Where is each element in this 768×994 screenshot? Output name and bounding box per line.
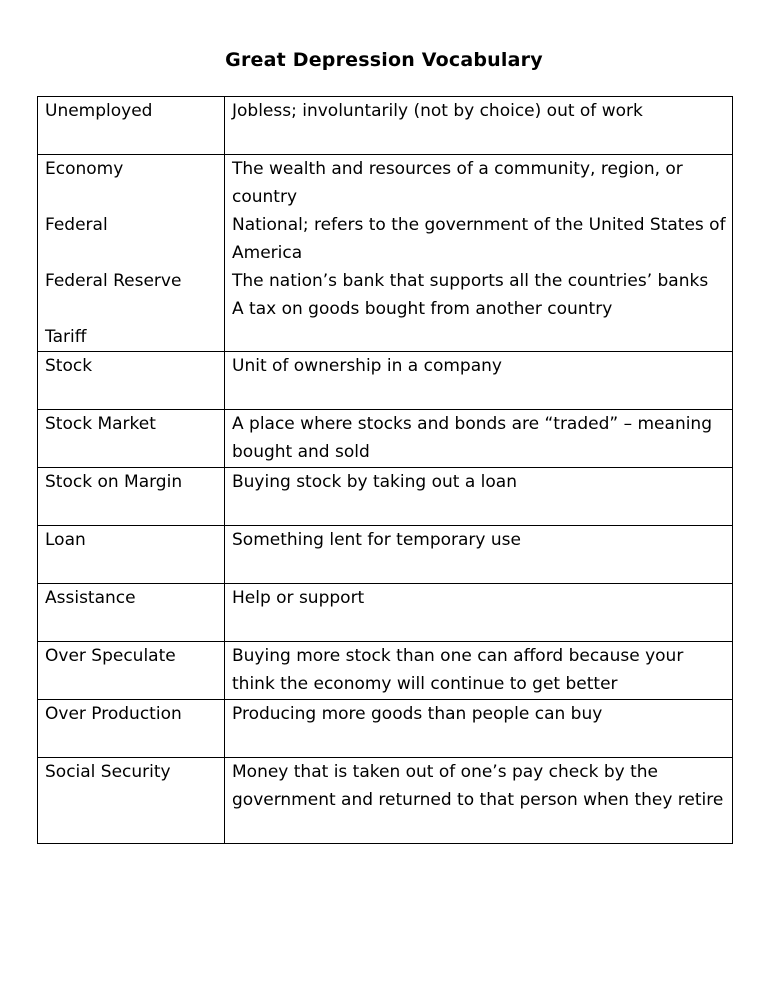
term-cell: Loan xyxy=(38,526,225,584)
term-cell: Over Production xyxy=(38,700,225,758)
term-cell: Social Security xyxy=(38,758,225,844)
definition-cell: A place where stocks and bonds are “traded” – meaning bought and sold xyxy=(225,410,733,468)
table-row xyxy=(38,642,733,700)
table-row xyxy=(38,410,733,468)
term-cell: Stock Market xyxy=(38,410,225,468)
term-cell: Assistance xyxy=(38,584,225,642)
term-cell: Unemployed xyxy=(38,97,225,155)
vocabulary-table xyxy=(37,96,733,844)
term-tariff: Tariff xyxy=(45,327,87,347)
term-cell: Stock on Margin xyxy=(38,468,225,526)
definition-cell-group xyxy=(225,155,733,352)
definition-cell: Jobless; involuntarily (not by choice) out of work xyxy=(225,97,733,155)
definition-cell: Buying stock by taking out a loan xyxy=(225,468,733,526)
term-cell: Stock xyxy=(38,352,225,410)
definition-economy: The wealth and resources of a community, region, or country xyxy=(232,159,683,207)
definition-cell: Producing more goods than people can buy xyxy=(225,700,733,758)
term-federal-reserve: Federal Reserve xyxy=(45,271,182,291)
page-title: Great Depression Vocabulary xyxy=(225,49,543,71)
term-cell: Over Speculate xyxy=(38,642,225,700)
table-row xyxy=(38,97,733,155)
definition-cell: Money that is taken out of one’s pay check by the government and returned to that person when they retire xyxy=(225,758,733,844)
definition-cell: Buying more stock than one can afford because your think the economy will continue to get better xyxy=(225,642,733,700)
definition-cell: Unit of ownership in a company xyxy=(225,352,733,410)
definition-cell: Something lent for temporary use xyxy=(225,526,733,584)
definition-cell: Help or support xyxy=(225,584,733,642)
table-row-grouped xyxy=(38,155,733,352)
term-economy: Economy xyxy=(45,159,124,179)
table-row xyxy=(38,526,733,584)
table-row xyxy=(38,758,733,844)
definition-federal: National; refers to the government of the United States of America xyxy=(232,215,726,263)
table-row xyxy=(38,352,733,410)
definition-federal-reserve: The nation’s bank that supports all the countries’ banks xyxy=(232,271,709,291)
table-row xyxy=(38,700,733,758)
table-row xyxy=(38,468,733,526)
table-row xyxy=(38,584,733,642)
term-cell-group xyxy=(38,155,225,352)
term-federal: Federal xyxy=(45,215,108,235)
definition-tariff: A tax on goods bought from another country xyxy=(232,299,613,319)
